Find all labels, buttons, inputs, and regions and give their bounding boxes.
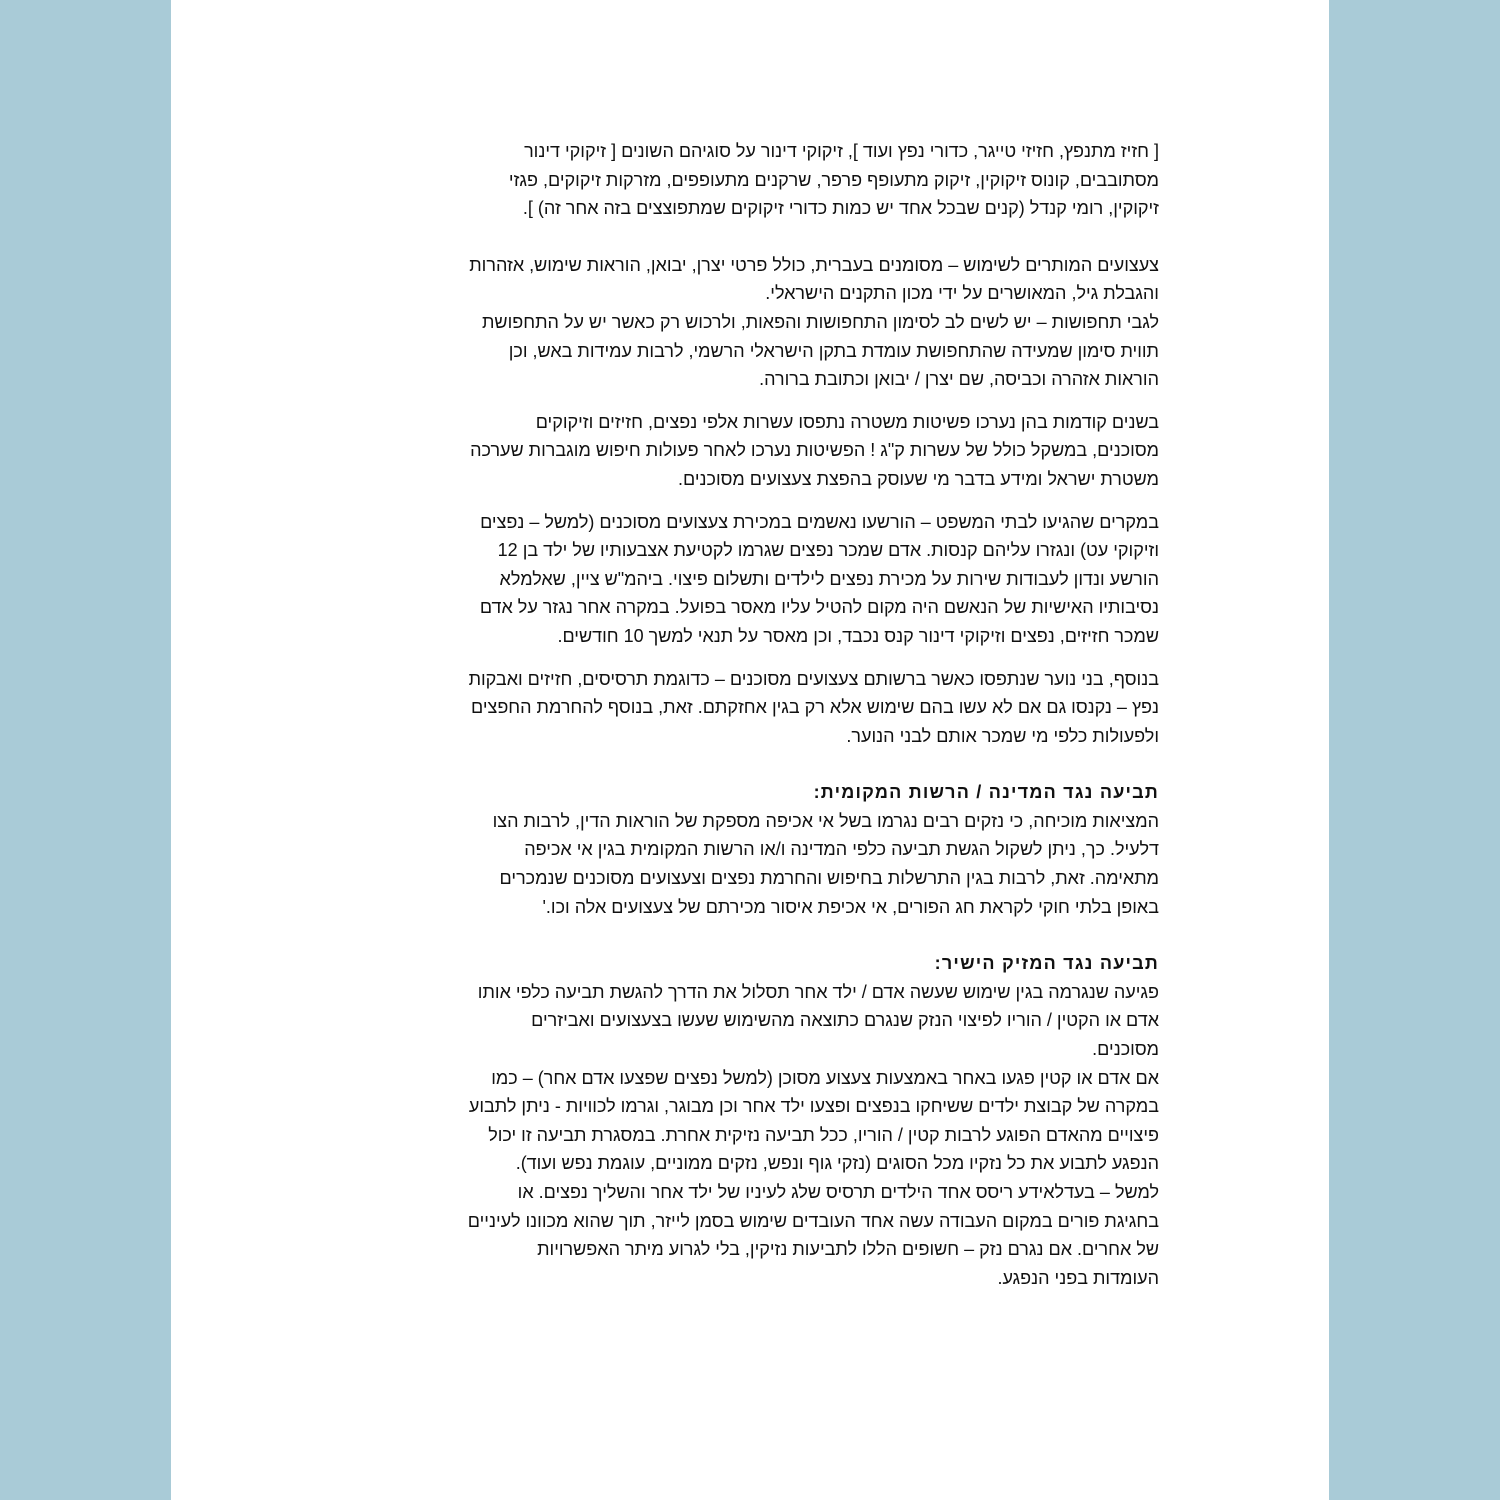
text-line: אם אדם או קטין פגעו באחר באמצעות צעצוע מסוכן (למשל נפצים שפצעו אדם אחר) – כמו	[491, 1067, 1159, 1088]
text-line: מסוכנים, במשקל כולל של עשרות ק"ג ! הפשיטות נערכו לאחר פעולות חיפוש מוגברות שערכה	[470, 440, 1159, 461]
text-line: נסיבותיו האישיות של הנאשם היה מקום להטיל עליו מאסר בפועל. במקרה אחר נגזר על אדם	[479, 597, 1159, 618]
text-line: פגיעה שנגרמה בגין שימוש שעשה אדם / ילד אחר תסלול את הדרך להגשת תביעה כלפי אותו	[477, 981, 1159, 1002]
text-line: באופן בלתי חוקי לקראת חג הפורים, אי אכיפת איסור מכירתם של צעצועים אלה וכו.'	[542, 896, 1159, 917]
paragraph-youth-fines	[341, 665, 1159, 751]
paragraph-permitted-toys	[341, 251, 1159, 394]
paragraph-fireworks-list	[341, 137, 1159, 223]
text-line: במקרים שהגיעו לבתי המשפט – הורשעו נאשמים במכירת צעצועים מסוכנים (למשל – נפצים	[480, 511, 1159, 532]
text-line: משטרת ישראל ומידע בדבר מי שעוסק בהפצת צעצועים מסוכנים.	[677, 468, 1159, 489]
text-line: הורשע ונדון לעבודות שירות על מכירת נפצים לילדים ותשלום פיצוי. ביהמ"ש ציין, שאלמלא	[499, 568, 1159, 589]
text-line: פיצויים מהאדם הפוגע לרבות קטין / הוריו, ככל תביעה נזיקית אחרת. במסגרת תביעה זו יכול	[488, 1124, 1159, 1145]
text-line: למשל – בעדלאידע ריסס אחד הילדים תרסיס שלג לעיניו של ילד אחר והשליך נפצים. או	[517, 1182, 1159, 1202]
text-line: ולפעולות כלפי מי שמכר אותם לבני הנוער.	[846, 725, 1159, 746]
text-line: מסתובבים, קונוס זיקוקין, זיקוק מתעופף פרפר, שרקנים מתעופפים, מזרקות זיקוקים, פגזי	[508, 169, 1159, 190]
document-body	[341, 137, 1159, 1292]
text-line: אדם או הקטין / הוריו לפיצוי הנזק שנגרם כתוצאה מהשימוש שעשו בצעצועים ואביזרים	[531, 1010, 1159, 1031]
text-line: המציאות מוכיחה, כי נזקים רבים נגרמו בשל אי אכיפה מספקת של הוראות הדין, לרבות הצו	[492, 810, 1159, 831]
paragraph-direct-claim	[341, 978, 1159, 1293]
text-line: נפץ – נקנסו גם אם לא עשו בהם שימוש אלא רק בגין אחזקתם. זאת, בנוסף להחרמת החפצים	[470, 697, 1159, 718]
text-line: והגבלת גיל, המאושרים על ידי מכון התקנים הישראלי.	[765, 283, 1159, 304]
text-line: לגבי תחפושות – יש לשים לב לסימון התחפושות והפאות, ולרכוש רק כאשר יש על התחפושת	[482, 311, 1159, 332]
text-line: בשנים קודמות בהן נערכו פשיטות משטרה נתפסו עשרות אלפי נפצים, חזיזים וזיקוקים	[535, 411, 1159, 432]
paragraph-police-raids	[341, 408, 1159, 494]
text-line: בנוסף, בני נוער שנתפסו כאשר ברשותם צעצועים מסוכנים – כדוגמת תרסיסים, חזיזים ואבקות	[468, 668, 1159, 689]
section-heading-direct-claim: תביעה נגד המזיק הישיר:	[934, 953, 1159, 974]
text-line: הוראות אזהרה וכביסה, שם יצרן / יבואן וכתובת ברורה.	[759, 369, 1159, 390]
text-line: מסוכנים.	[1092, 1039, 1159, 1060]
section-heading-state-claim: תביעה נגד המדינה / הרשות המקומית:	[813, 782, 1159, 803]
text-line: הנפגע לתבוע את כל נזקיו מכל הסוגים (נזקי גוף ונפש, נזקים ממוניים, עוגמת נפש ועוד).	[515, 1153, 1159, 1174]
text-line: וזיקוקי עט) ונגזרו עליהם קנסות. אדם שמכר נפצים שגרמו לקטיעת אצבעותיו של ילד בן 12	[497, 540, 1159, 561]
text-line: העומדות בפני הנפגע.	[997, 1267, 1159, 1288]
paragraph-state-claim	[341, 807, 1159, 921]
paragraph-court-cases	[341, 508, 1159, 651]
text-line: [ חזיז מתנפץ, חזיזי טייגר, כדורי נפץ ועוד ], זיקוקי דינור על סוגיהם השונים [ זיקוקי דינור	[524, 141, 1159, 161]
text-line: שמכר חזיזים, נפצים וזיקוקי דינור קנס נכבד, וכן מאסר על תנאי למשך 10 חודשים.	[557, 625, 1159, 646]
text-line: זיקוקין, רומי קנדל (קנים שבכל אחד יש כמות כדורי זיקוקים שמתפוצצים בזה אחר זה) ].	[522, 198, 1159, 219]
text-line: בחגיגת פורים במקום העבודה עשה אחד העובדים שימוש בסמן לייזר, תוך שהוא מכוונו לעיניים	[467, 1210, 1159, 1231]
text-line: של אחרים. אם נגרם נזק – חשופים הללו לתביעות נזיקין, בלי לגרוע מיתר האפשרויות	[537, 1239, 1159, 1260]
document-page	[171, 0, 1329, 1500]
text-line: מתאימה. זאת, לרבות בגין התרשלות בחיפוש והחרמת נפצים וצעצועים מסוכנים שנמכרים	[499, 868, 1159, 889]
text-line: תווית סימון שמעידה שהתחפושת עומדת בתקן הישראלי הרשמי, לרבות עמידות באש, וכן	[508, 340, 1159, 361]
text-line: צעצועים המותרים לשימוש – מסומנים בעברית, כולל פרטי יצרן, יבואן, הוראות שימוש, אזהרות	[469, 254, 1159, 275]
text-line: דלעיל. כך, ניתן לשקול הגשת תביעה כלפי המדינה ו/או הרשות המקומית בגין אי אכיפה	[524, 839, 1159, 860]
text-line: במקרה של קבוצת ילדים ששיחקו בנפצים ופצעו ילד אחר וכן מבוגר, וגרמו לכוויות - ניתן לתבוע	[468, 1096, 1159, 1117]
